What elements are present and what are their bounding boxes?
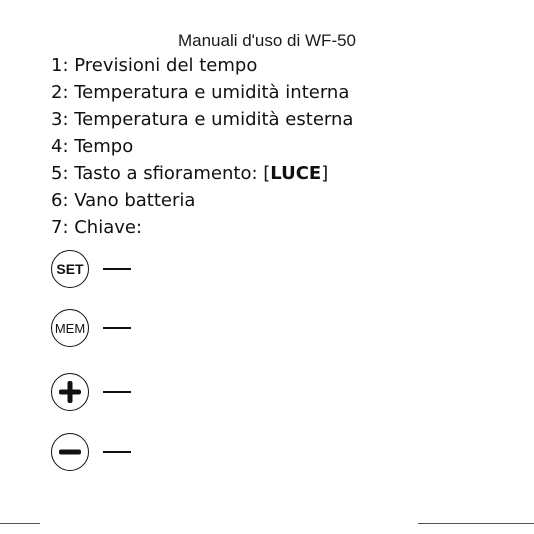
list-item-suffix: ] bbox=[321, 163, 329, 184]
plus-button-icon bbox=[51, 373, 89, 411]
component-list bbox=[51, 52, 353, 241]
key-row-set bbox=[51, 250, 171, 290]
list-item: 2: Temperatura e umidità interna bbox=[51, 82, 350, 103]
list-item-prefix: 5: Tasto a sfioramento: [ bbox=[51, 163, 271, 184]
list-item: 6: Vano batteria bbox=[51, 190, 196, 211]
list-item: 7: Chiave: bbox=[51, 217, 143, 238]
footer-divider-left bbox=[0, 523, 40, 524]
key-dash bbox=[103, 391, 131, 393]
plus-icon bbox=[58, 380, 82, 404]
minus-icon bbox=[58, 440, 82, 464]
footer-divider-right bbox=[418, 523, 534, 524]
mem-label: MEM bbox=[54, 320, 86, 336]
key-row-mem bbox=[51, 309, 171, 349]
set-button-icon bbox=[51, 250, 89, 288]
key-row-minus bbox=[51, 433, 171, 473]
key-dash bbox=[103, 268, 131, 270]
page-title: Manuali d'uso di WF-50 bbox=[177, 31, 357, 50]
key-row-plus bbox=[51, 373, 171, 413]
list-item: 4: Tempo bbox=[51, 136, 134, 157]
set-label: SET bbox=[56, 261, 84, 277]
key-dash bbox=[103, 327, 131, 329]
list-item bbox=[51, 160, 353, 187]
list-item-bold: LUCE bbox=[270, 163, 322, 184]
minus-button-icon bbox=[51, 433, 89, 471]
mem-button-icon bbox=[51, 309, 89, 347]
list-item: 1: Previsioni del tempo bbox=[51, 55, 258, 76]
key-dash bbox=[103, 451, 131, 453]
list-item: 3: Temperatura e umidità esterna bbox=[51, 109, 354, 130]
